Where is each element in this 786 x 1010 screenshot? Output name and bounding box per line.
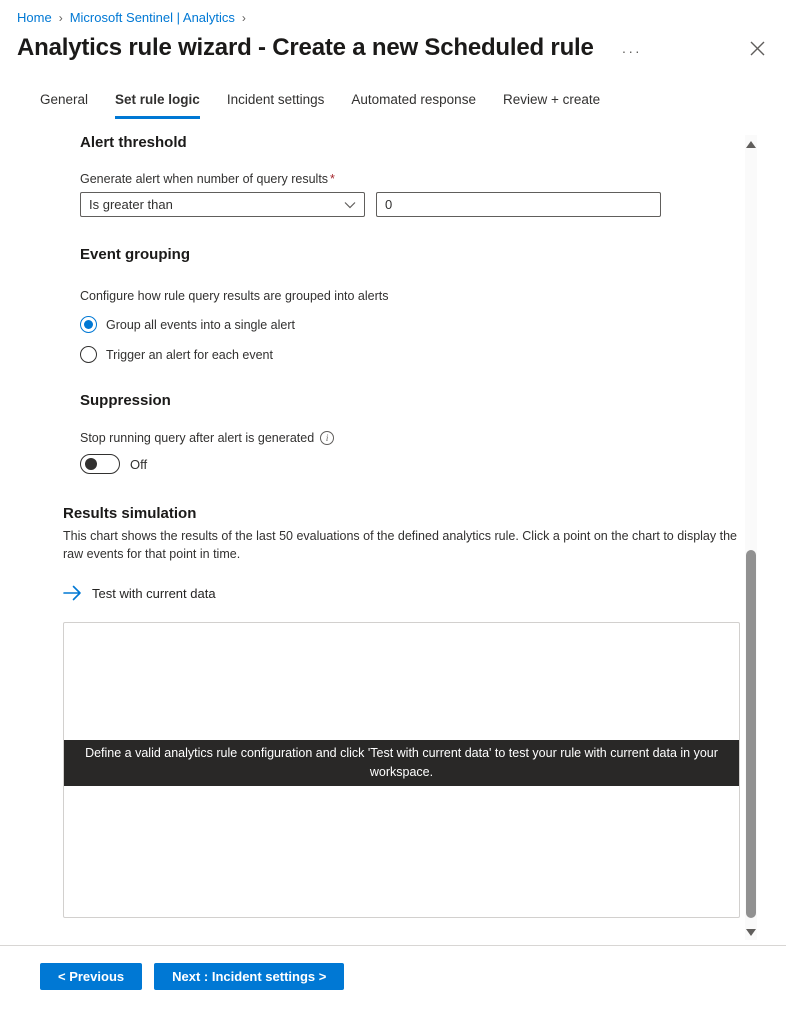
event-grouping-description: Configure how rule query results are grouped into alerts <box>80 289 389 303</box>
event-grouping-heading: Event grouping <box>80 246 190 263</box>
next-incident-settings-button[interactable]: Next : Incident settings > <box>154 963 344 990</box>
tab-incident-settings[interactable]: Incident settings <box>226 92 325 107</box>
arrow-right-icon <box>63 585 82 601</box>
results-simulation-heading: Results simulation <box>63 505 197 522</box>
title-bar <box>17 34 769 62</box>
wizard-tabs <box>40 92 786 119</box>
radio-group-single-alert[interactable] <box>80 316 786 333</box>
alert-threshold-label <box>80 172 786 186</box>
results-simulation-chart[interactable] <box>63 622 740 918</box>
toggle-knob <box>85 458 97 470</box>
results-simulation-description: This chart shows the results of the last 50 evaluations of the defined analytics rule. Click a point on the chart to display the raw events for that point in time. <box>63 529 737 562</box>
alert-threshold-label-text: Generate alert when number of query results <box>80 172 329 186</box>
more-options-button[interactable]: ··· <box>621 43 642 59</box>
alert-threshold-heading: Alert threshold <box>80 134 187 151</box>
suppression-toggle-row <box>80 454 786 474</box>
test-with-current-data-button[interactable] <box>63 585 216 601</box>
chart-placeholder-banner: Define a valid analytics rule configuration and click 'Test with current data' to test your rule with current data in your workspace. <box>64 740 739 786</box>
threshold-operator-dropdown[interactable] <box>80 192 365 217</box>
scroll-up-button[interactable] <box>746 141 756 148</box>
tab-set-rule-logic[interactable]: Set rule logic <box>115 92 200 119</box>
scrollbar-thumb[interactable] <box>746 550 756 918</box>
required-asterisk: * <box>330 172 335 186</box>
breadcrumb-home-link[interactable]: Home <box>17 10 52 25</box>
radio-label: Group all events into a single alert <box>106 317 295 332</box>
tab-review-create[interactable]: Review + create <box>502 92 601 107</box>
radio-unselected-icon <box>80 346 97 363</box>
scrollbar[interactable] <box>745 135 757 940</box>
info-icon[interactable]: i <box>320 431 334 445</box>
page-title: Analytics rule wizard - Create a new Scheduled rule <box>17 34 594 61</box>
radio-selected-icon <box>80 316 97 333</box>
suppression-heading: Suppression <box>80 392 171 409</box>
radio-label: Trigger an alert for each event <box>106 347 273 362</box>
alert-threshold-controls <box>80 192 786 217</box>
threshold-value-input[interactable] <box>376 192 661 217</box>
results-simulation-section <box>0 474 786 918</box>
footer-actions <box>40 963 344 990</box>
close-icon <box>750 41 765 56</box>
suppression-label <box>80 431 786 445</box>
threshold-operator-value: Is greater than <box>89 197 173 212</box>
breadcrumb-sentinel-analytics-link[interactable]: Microsoft Sentinel | Analytics <box>69 10 235 25</box>
suppression-toggle[interactable] <box>80 454 120 474</box>
breadcrumb <box>0 0 786 25</box>
chevron-down-icon <box>344 201 356 209</box>
rule-logic-content <box>0 119 786 474</box>
close-button[interactable] <box>746 37 769 60</box>
breadcrumb-separator-icon: › <box>58 10 63 25</box>
suppression-label-text: Stop running query after alert is generated <box>80 431 315 445</box>
tab-general[interactable]: General <box>40 92 89 107</box>
previous-button[interactable]: < Previous <box>40 963 142 990</box>
radio-alert-per-event[interactable] <box>80 346 786 363</box>
toggle-state-label: Off <box>130 456 148 472</box>
tab-automated-response[interactable]: Automated response <box>351 92 476 107</box>
breadcrumb-separator-icon: › <box>241 10 246 25</box>
test-link-label: Test with current data <box>92 585 216 601</box>
footer-divider <box>0 945 786 946</box>
scroll-down-button[interactable] <box>746 929 756 936</box>
